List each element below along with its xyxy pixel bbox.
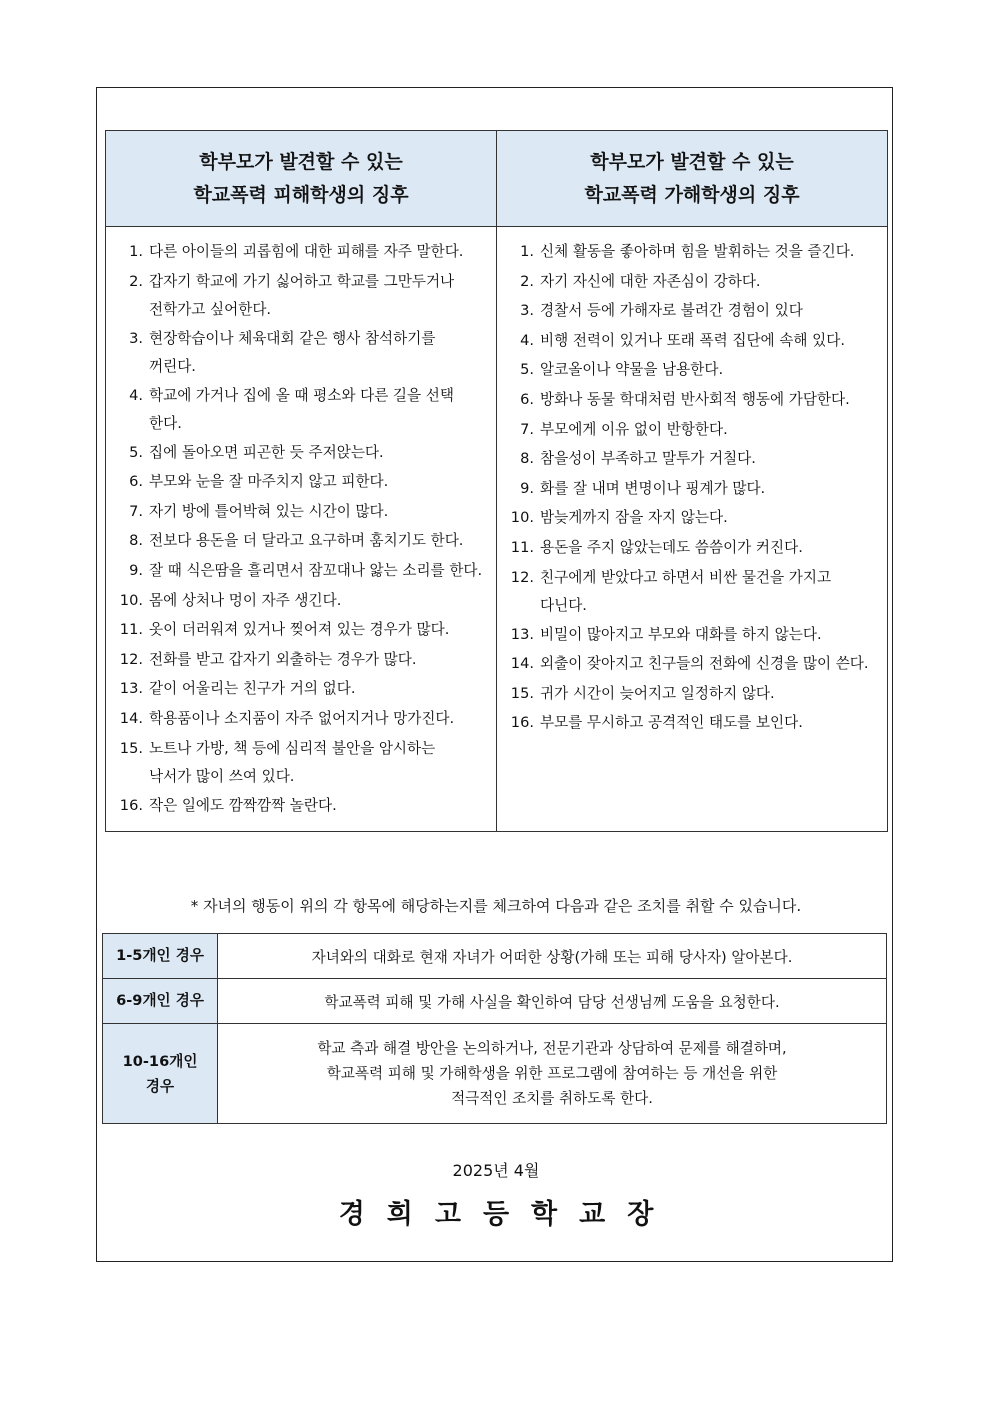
item-number: 11. — [119, 621, 143, 639]
offender-sign-item — [501, 444, 887, 474]
item-text: 경찰서 등에 가해자로 불려간 경험이 있다 — [540, 302, 803, 320]
item-number: 1. — [520, 243, 534, 260]
item-number: 15. — [119, 739, 143, 757]
item-number: 11. — [510, 538, 534, 556]
offender-sign-item — [501, 563, 887, 620]
victim-sign-item — [110, 586, 496, 616]
item-text: 잘 때 식은땀을 흘리면서 잠꼬대나 앓는 소리를 한다. — [149, 561, 483, 579]
victim-sign-item — [110, 615, 496, 645]
item-text: 비밀이 많아지고 부모와 대화를 하지 않는다. — [540, 625, 822, 643]
action-text: 자녀와의 대화로 현재 자녀가 어떠한 상황(가해 또는 피해 당사자) 알아본다. — [218, 934, 887, 979]
victim-signs-header — [106, 131, 497, 227]
offender-signs-header — [497, 131, 888, 227]
item-text: 집에 돌아오면 피곤한 듯 주저앉는다. — [149, 443, 384, 461]
school-principal: 경희고등학교장 — [338, 1199, 676, 1230]
action-row — [103, 979, 887, 1024]
item-text: 비행 전력이 있거나 또래 폭력 집단에 속해 있다. — [540, 331, 845, 349]
item-text: 신체 활동을 좋아하며 힘을 발휘하는 것을 즐긴다. — [540, 243, 855, 260]
item-number: 8. — [129, 532, 143, 550]
item-text: 밤늦게까지 잠을 자지 않는다. — [540, 509, 728, 527]
item-number: 7. — [129, 502, 143, 520]
item-number: 3. — [129, 329, 143, 347]
item-text: 같이 어울리는 친구가 거의 없다. — [149, 680, 356, 698]
action-label: 10-16개인 경우 — [103, 1024, 218, 1124]
offender-sign-item — [501, 708, 887, 738]
offender-signs-cell — [497, 227, 888, 832]
victim-sign-item — [110, 237, 496, 267]
item-number: 1. — [129, 243, 143, 260]
item-text: 용돈을 주지 않았는데도 씀씀이가 커진다. — [540, 538, 803, 556]
offender-sign-item — [501, 237, 887, 267]
item-number: 14. — [119, 709, 143, 727]
item-number: 16. — [510, 714, 534, 732]
offender-sign-item — [501, 415, 887, 445]
offender-sign-item — [501, 533, 887, 563]
item-number: 13. — [510, 625, 534, 643]
victim-sign-item — [110, 734, 496, 791]
victim-sign-item — [110, 556, 496, 586]
item-number: 4. — [129, 386, 143, 404]
victim-sign-item — [110, 324, 496, 381]
offender-sign-item — [501, 679, 887, 709]
item-text: 자기 방에 틀어박혀 있는 시간이 많다. — [149, 502, 389, 520]
item-number: 10. — [510, 509, 534, 527]
item-number: 9. — [129, 561, 143, 579]
item-text: 몸에 상처나 멍이 자주 생긴다. — [149, 591, 342, 609]
offender-sign-item — [501, 649, 887, 679]
action-label: 1-5개인 경우 — [103, 934, 218, 979]
offender-sign-item — [501, 620, 887, 650]
offender-header-line2: 학교폭력 가해학생의 징후 — [584, 183, 800, 206]
item-text: 작은 일에도 깜짝깜짝 놀란다. — [149, 796, 337, 814]
item-number: 5. — [129, 443, 143, 461]
item-text: 알코올이나 약물을 남용한다. — [540, 361, 724, 379]
item-text: 부모를 무시하고 공격적인 태도를 보인다. — [540, 714, 803, 732]
item-text: 방화나 동물 학대처럼 반사회적 행동에 가담한다. — [540, 390, 850, 408]
offender-sign-item — [501, 355, 887, 385]
item-text: 갑자기 학교에 가기 싫어하고 학교를 그만두거나 전학가고 싶어한다. — [149, 272, 455, 318]
action-text: 학교 측과 해결 방안을 논의하거나, 전문기관과 상담하여 문제를 해결하며, 학교폭력 피해 및 가해학생을 위한 프로그램에 참여하는 등 개선을 위한 적극적인 조치를 취하도록 한다. — [218, 1024, 887, 1124]
item-number: 12. — [510, 568, 534, 586]
offender-sign-item — [501, 474, 887, 504]
item-number: 7. — [520, 420, 534, 438]
item-number: 6. — [520, 390, 534, 408]
victim-signs-cell — [106, 227, 497, 832]
victim-sign-item — [110, 645, 496, 675]
item-text: 친구에게 받았다고 하면서 비싼 물건을 가지고 다닌다. — [540, 568, 832, 614]
item-text: 학용품이나 소지품이 자주 없어지거나 망가진다. — [149, 709, 455, 727]
action-table — [102, 933, 887, 1124]
victim-header-line1: 학부모가 발견할 수 있는 — [199, 150, 403, 173]
item-text: 노트나 가방, 책 등에 심리적 불안을 암시하는 낙서가 많이 쓰여 있다. — [149, 739, 436, 785]
item-text: 다른 아이들의 괴롭힘에 대한 피해를 자주 말한다. — [149, 243, 464, 260]
item-number: 8. — [520, 450, 534, 468]
victim-sign-item — [110, 267, 496, 324]
offender-signs-list — [501, 237, 887, 738]
item-text: 전화를 받고 갑자기 외출하는 경우가 많다. — [149, 650, 417, 668]
victim-sign-item — [110, 791, 496, 821]
item-text: 전보다 용돈을 더 달라고 요구하며 훔치기도 한다. — [149, 532, 464, 550]
action-row — [103, 1024, 887, 1124]
item-text: 옷이 더러워져 있거나 찢어져 있는 경우가 많다. — [149, 621, 450, 639]
item-number: 6. — [129, 473, 143, 491]
guidance-note: * 자녀의 행동이 위의 각 항목에 해당하는지를 체크하여 다음과 같은 조치를 취할 수 있습니다. — [190, 897, 802, 915]
victim-sign-item — [110, 467, 496, 497]
item-number: 2. — [520, 272, 534, 290]
item-text: 학교에 가거나 집에 올 때 평소와 다른 길을 선택 한다. — [149, 386, 454, 432]
item-text: 외출이 잦아지고 친구들의 전화에 신경을 많이 쓴다. — [540, 655, 869, 673]
victim-sign-item — [110, 704, 496, 734]
item-number: 13. — [119, 680, 143, 698]
victim-signs-list — [110, 237, 496, 820]
issue-date: 2025년 4월 — [452, 1161, 540, 1180]
signs-table — [105, 130, 888, 832]
victim-sign-item — [110, 438, 496, 468]
item-number: 14. — [510, 655, 534, 673]
item-number: 5. — [520, 361, 534, 379]
offender-sign-item — [501, 385, 887, 415]
item-number: 2. — [129, 272, 143, 290]
item-number: 4. — [520, 331, 534, 349]
action-row — [103, 934, 887, 979]
offender-sign-item — [501, 267, 887, 297]
item-number: 10. — [119, 591, 143, 609]
item-number: 3. — [520, 302, 534, 320]
victim-sign-item — [110, 381, 496, 438]
victim-sign-item — [110, 526, 496, 556]
victim-sign-item — [110, 497, 496, 527]
item-text: 참을성이 부족하고 말투가 거칠다. — [540, 450, 756, 468]
item-number: 15. — [510, 684, 534, 702]
item-text: 부모와 눈을 잘 마주치지 않고 피한다. — [149, 473, 389, 491]
item-number: 16. — [119, 796, 143, 814]
action-text: 학교폭력 피해 및 가해 사실을 확인하여 담당 선생님께 도움을 요청한다. — [218, 979, 887, 1024]
item-text: 귀가 시간이 늦어지고 일정하지 않다. — [540, 684, 775, 702]
offender-sign-item — [501, 326, 887, 356]
offender-header-line1: 학부모가 발견할 수 있는 — [590, 150, 794, 173]
item-text: 현장학습이나 체육대회 같은 행사 참석하기를 꺼린다. — [149, 329, 436, 375]
offender-sign-item — [501, 296, 887, 326]
item-number: 9. — [520, 479, 534, 497]
victim-sign-item — [110, 674, 496, 704]
action-label: 6-9개인 경우 — [103, 979, 218, 1024]
item-text: 자기 자신에 대한 자존심이 강하다. — [540, 272, 761, 290]
item-text: 부모에게 이유 없이 반항한다. — [540, 420, 728, 438]
offender-sign-item — [501, 503, 887, 533]
item-number: 12. — [119, 650, 143, 668]
victim-header-line2: 학교폭력 피해학생의 징후 — [193, 183, 409, 206]
item-text: 화를 잘 내며 변명이나 핑계가 많다. — [540, 479, 766, 497]
